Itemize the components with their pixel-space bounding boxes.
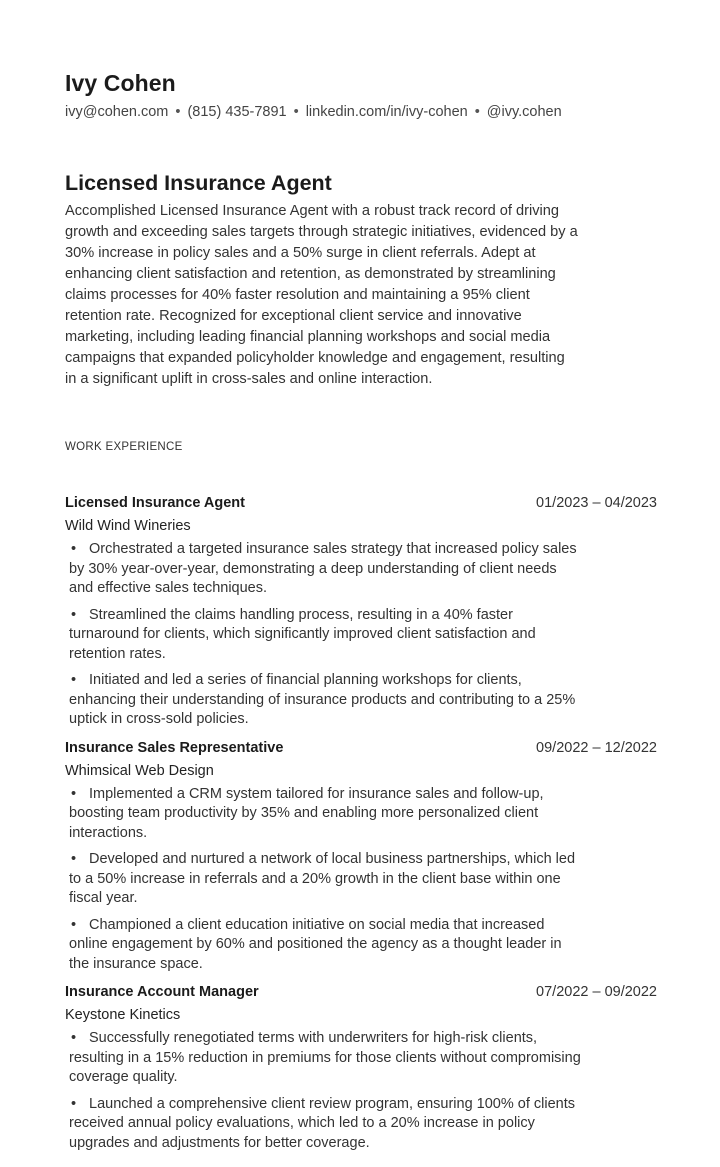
job-header xyxy=(65,738,657,758)
summary-line: marketing, including leading financial planning workshops and social media xyxy=(65,329,551,345)
bullet-line xyxy=(69,1029,657,1049)
bullet-line xyxy=(69,1095,657,1115)
bullet-line: retention rates. xyxy=(69,645,166,662)
resume-page xyxy=(65,68,657,1160)
linkedin-link[interactable]: linkedin.com/in/ivy-cohen xyxy=(305,104,468,120)
summary-line: 30% increase in policy sales and a 50% surge in client referrals. Adept at xyxy=(65,245,536,261)
contact-separator: • xyxy=(474,104,480,120)
bullet-line: to a 50% increase in referrals and a 20% growth in the client base within one xyxy=(69,870,561,887)
bullet-line xyxy=(69,785,657,805)
job-entry xyxy=(65,738,657,975)
bullet-line: uptick in cross-sold policies. xyxy=(69,711,249,727)
job-company: Wild Wind Wineries xyxy=(65,518,191,534)
job-bullets xyxy=(65,540,657,730)
job-bullets xyxy=(65,1029,657,1153)
bullet-line: online engagement by 60% and positioned the agency as a thought leader in xyxy=(69,936,562,952)
bullet-line: turnaround for clients, which significantly improved client satisfaction and xyxy=(69,626,536,642)
bullet-line: received annual policy evaluations, which led to a 20% increase in policy xyxy=(69,1115,535,1131)
bullet-line: resulting in a 15% reduction in premiums for those clients without compromising xyxy=(69,1049,581,1066)
summary-line: claims processes for 40% faster resolution and maintaining a 95% client xyxy=(65,287,530,303)
email-link[interactable]: ivy@cohen.com xyxy=(65,104,169,120)
bullet-line: coverage quality. xyxy=(69,1069,178,1085)
bullet-dot: • xyxy=(71,1030,77,1046)
bullet-line xyxy=(69,540,657,560)
job-role: Insurance Sales Representative xyxy=(65,739,284,756)
summary-line: campaigns that expanded policyholder knowledge and engagement, resulting xyxy=(65,350,565,366)
work-experience-heading: WORK EXPERIENCE xyxy=(65,441,183,453)
job-bullet xyxy=(69,850,657,909)
job-bullet xyxy=(69,671,657,730)
job-header xyxy=(65,493,657,513)
contact-separator: • xyxy=(175,104,181,120)
bullet-text: Implemented a CRM system tailored for insurance sales and follow-up, xyxy=(89,785,544,802)
job-dates: 01/2023 – 04/2023 xyxy=(536,495,657,511)
job-bullet xyxy=(69,785,657,844)
candidate-name: Ivy Cohen xyxy=(65,70,176,96)
phone-number: (815) 435-7891 xyxy=(187,104,287,120)
job-entry xyxy=(65,982,657,1153)
bullet-line: enhancing their understanding of insurance products and contributing to a 25% xyxy=(69,691,576,708)
bullet-line xyxy=(69,606,657,626)
social-handle: @ivy.cohen xyxy=(486,104,562,120)
bullet-line: and effective sales techniques. xyxy=(69,580,268,596)
summary-line: in a significant uplift in cross-sales and online interaction. xyxy=(65,371,433,387)
bullet-dot: • xyxy=(71,541,77,557)
bullet-text: Successfully renegotiated terms with underwriters for high-risk clients, xyxy=(89,1030,538,1046)
bullet-dot: • xyxy=(71,672,77,688)
bullet-dot: • xyxy=(71,916,77,933)
contact-line xyxy=(65,102,657,122)
professional-title: Licensed Insurance Agent xyxy=(65,171,332,195)
bullet-line xyxy=(69,671,657,691)
summary-line: retention rate. Recognized for exceptional client service and innovative xyxy=(65,308,522,324)
bullet-text: Streamlined the claims handling process, resulting in a 40% faster xyxy=(89,606,513,623)
job-bullet xyxy=(69,916,657,975)
bullet-line xyxy=(69,850,657,870)
job-header xyxy=(65,982,657,1002)
summary-line: growth and exceeding sales targets through strategic initiatives, evidenced by a xyxy=(65,224,578,240)
summary-paragraph xyxy=(65,201,657,390)
bullet-line: by 30% year-over-year, demonstrating a deep understanding of client needs xyxy=(69,560,557,577)
bullet-line: interactions. xyxy=(69,824,148,841)
bullet-dot: • xyxy=(71,785,77,802)
bullet-line: fiscal year. xyxy=(69,890,138,906)
bullet-line: the insurance space. xyxy=(69,955,203,972)
job-company: Whimsical Web Design xyxy=(65,762,214,779)
job-bullet xyxy=(69,606,657,665)
job-bullets xyxy=(65,785,657,975)
job-dates: 07/2022 – 09/2022 xyxy=(536,984,657,1000)
bullet-text: Initiated and led a series of financial planning workshops for clients, xyxy=(89,672,522,688)
summary-line: Accomplished Licensed Insurance Agent with a robust track record of driving xyxy=(65,203,560,219)
job-role: Insurance Account Manager xyxy=(65,984,259,1000)
contact-separator: • xyxy=(293,104,299,120)
bullet-text: Orchestrated a targeted insurance sales strategy that increased policy sales xyxy=(89,541,577,557)
job-bullet xyxy=(69,1095,657,1154)
bullet-dot: • xyxy=(71,1095,77,1112)
bullet-line: upgrades and adjustments for better coverage. xyxy=(69,1134,370,1151)
job-role: Licensed Insurance Agent xyxy=(65,495,245,511)
summary-line: enhancing client satisfaction and retention, as demonstrated by streamlining xyxy=(65,266,556,282)
bullet-line xyxy=(69,916,657,936)
job-dates: 09/2022 – 12/2022 xyxy=(536,739,657,756)
job-bullet xyxy=(69,1029,657,1088)
bullet-text: Championed a client education initiative on social media that increased xyxy=(89,916,545,933)
bullet-text: Launched a comprehensive client review program, ensuring 100% of clients xyxy=(89,1095,576,1112)
job-entry xyxy=(65,493,657,730)
bullet-dot: • xyxy=(71,851,77,867)
bullet-text: Developed and nurtured a network of local business partnerships, which led xyxy=(89,851,576,867)
job-company: Keystone Kinetics xyxy=(65,1007,181,1023)
bullet-dot: • xyxy=(71,606,77,623)
job-bullet xyxy=(69,540,657,599)
bullet-line: boosting team productivity by 35% and enabling more personalized client xyxy=(69,805,539,821)
